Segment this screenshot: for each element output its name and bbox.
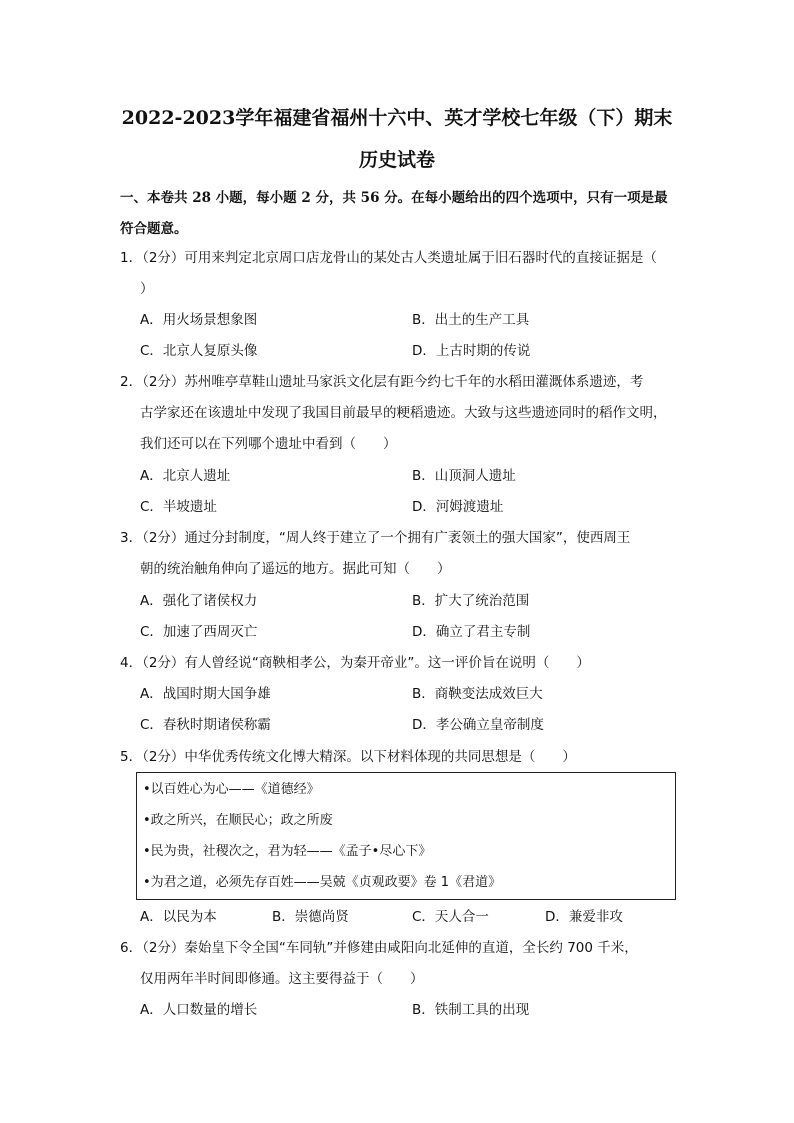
question-3-option-a[interactable]: A．强化了诸侯权力 [140,593,258,609]
question-6-option-b[interactable]: B．铁制工具的出现 [412,1002,530,1018]
question-4-option-b[interactable]: B．商鞅变法成效巨大 [412,686,543,702]
question-3-option-b[interactable]: B．扩大了统治范围 [412,593,530,609]
question-3-stem: 3．（2分）通过分封制度，“周人终于建立了一个拥有广袤领土的强大国家”，使西周王 [120,530,631,546]
material-line: •为君之道，必须先存百姓——吴兢《贞观政要》卷 1《君道》 [143,875,502,890]
question-2-option-a[interactable]: A．北京人遗址 [140,468,231,484]
question-5-option-b[interactable]: B．崇德尚贤 [272,909,349,925]
question-1-option-b[interactable]: B．出土的生产工具 [412,312,530,328]
question-4-option-a[interactable]: A．战国时期大国争雄 [140,686,271,702]
question-4-stem: 4．（2分）有人曾经说“商鞅相孝公，为秦开帝业”。这一评价旨在说明（ ） [120,655,590,671]
question-1-option-d[interactable]: D．上古时期的传说 [412,343,531,359]
question-6-option-a[interactable]: A．人口数量的增长 [140,1002,258,1018]
question-4-option-d[interactable]: D．孝公确立皇帝制度 [412,717,544,733]
question-1-option-c[interactable]: C．北京人复原头像 [140,343,258,359]
question-5-option-d[interactable]: D．兼爱非攻 [545,909,623,925]
question-5-stem: 5．（2分）中华优秀传统文化博大精深。以下材料体现的共同思想是（ ） [120,749,576,765]
material-line: •政之所兴，在顺民心；政之所废 [143,813,333,828]
question-2-stem: 2．（2分）苏州唯亭草鞋山遗址马家浜文化层有距今约七千年的水稻田灌溉体系遗迹，考 [120,374,644,390]
question-5-material-box [136,772,676,900]
question-1-option-a[interactable]: A．用火场景想象图 [140,312,258,328]
question-6-stem-cont: 仅用两年半时间即修通。这主要得益于（ ） [140,971,424,987]
question-3-stem-cont: 朝的统治触角伸向了遥远的地方。据此可知（ ） [140,561,451,577]
material-line: •民为贵，社稷次之，君为轻——《孟子•尽心下》 [143,844,432,859]
question-4-option-c[interactable]: C．春秋时期诸侯称霸 [140,717,271,733]
question-6-stem: 6．（2分）秦始皇下令全国“车同轨”并修建由咸阳向北延伸的直道，全长约 700 千米， [120,940,638,956]
question-2-option-b[interactable]: B．山顶洞人遗址 [412,468,516,484]
question-2-option-c[interactable]: C．半坡遗址 [140,499,217,515]
question-2-stem-cont: 古学家还在该遗址中发现了我国目前最早的粳稻遗迹。大致与这些遗迹同时的稻作文明， [140,405,667,421]
question-2-stem-cont2: 我们还可以在下列哪个遗址中看到（ ） [140,436,397,452]
section-instruction-line1: 一、本卷共 28 小题，每小题 2 分，共 56 分。在每小题给出的四个选项中，只有一项是最 [120,190,668,206]
exam-title-line1: 2022-2023学年福建省福州十六中、英才学校七年级（下）期末 [121,107,673,129]
question-3-option-d[interactable]: D．确立了君主专制 [412,624,531,640]
material-line: •以百姓心为心——《道德经》 [143,782,320,797]
question-5-option-c[interactable]: C．天人合一 [412,909,489,925]
exam-title-line2: 历史试卷 [358,149,435,171]
question-1-stem: 1．（2分）可用来判定北京周口店龙骨山的某处古人类遗址属于旧石器时代的直接证据是（ [120,250,657,266]
question-2-option-d[interactable]: D．河姆渡遗址 [412,499,504,515]
section-instruction-line2: 符合题意。 [120,221,188,237]
question-5-option-a[interactable]: A．以民为本 [140,909,217,925]
question-1-stem-cont: ） [140,281,154,297]
question-3-option-c[interactable]: C．加速了西周灭亡 [140,624,258,640]
